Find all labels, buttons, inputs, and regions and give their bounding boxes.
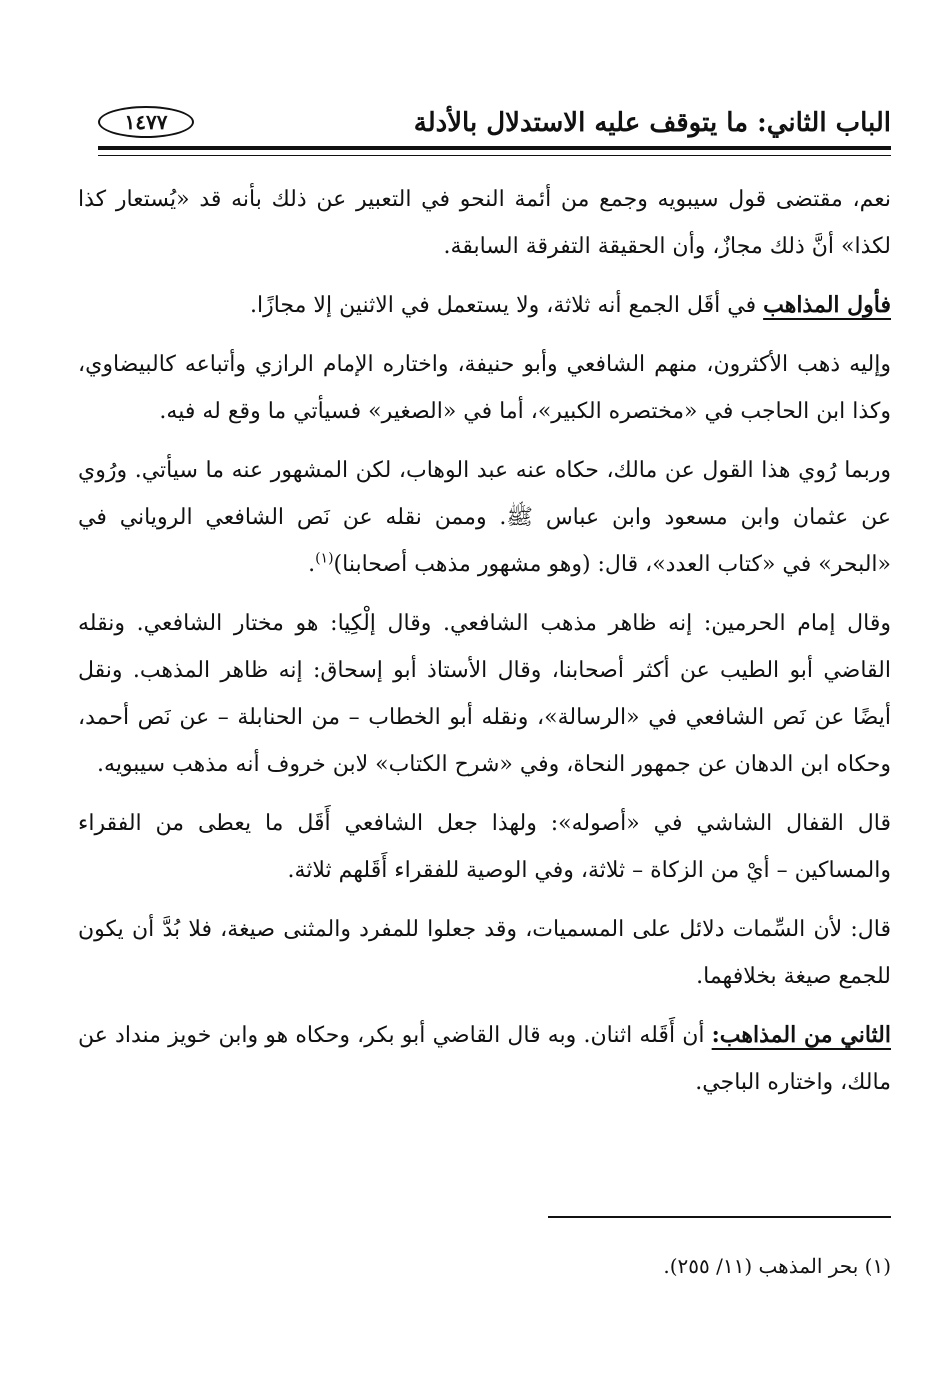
paragraph-6 — [78, 800, 891, 894]
header-rule-thick — [98, 146, 891, 150]
paragraph-3-text: وإليه ذهب الأكثرون، منهم الشافعي وأبو حنيفة، واختاره الإمام الرازي وأتباعه كالبيضاوي، وكذا ابن الحاجب في «مختصره الكبير»، أما في «الصغير» فسيأتي ما وقع له فيه. — [78, 352, 891, 424]
paragraph-7-text: قال: لأن السِّمات دلائل على المسميات، وقد جعلوا للمفرد والمثنى صيغة، فلا بُدَّ أن يكون للجمع صيغة بخلافهما. — [78, 917, 891, 989]
paragraph-6-text: قال القفال الشاشي في «أصوله»: ولهذا جعل الشافعي أَقَل ما يعطى من الفقراء والمساكين – أيْ من الزكاة – ثلاثة، وفي الوصية للفقراء أَقَلهم ثلاثة. — [78, 811, 891, 883]
first-doctrine-heading: فأول المذاهب — [763, 292, 891, 318]
main-text — [78, 176, 891, 1118]
second-doctrine-heading: الثاني من المذاهب: — [711, 1022, 891, 1048]
paragraph-3 — [78, 341, 891, 435]
paragraph-5-text: وقال إمام الحرمين: إنه ظاهر مذهب الشافعي. وقال إلْكِيا: هو مختار الشافعي. ونقله القاضي أبو الطيب عن أكثر أصحابنا، وقال الأستاذ أبو إسحاق: إنه ظاهر المذهب. ونقل أيضًا عن نَص الشافعي في «الرسالة»، ونقله أبو الخطاب – من الحنابلة – عن نَص أحمد، وحكاه ابن الدهان عن جمهور النحاة، وفي «شرح الكتاب» لابن خروف أنه مذهب سيبويه. — [78, 611, 891, 777]
footnote-separator — [548, 1216, 891, 1218]
chapter-title: الباب الثاني: ما يتوقف عليه الاستدلال بالأدلة — [413, 108, 891, 138]
footnote-reference: (١) — [315, 550, 334, 567]
paragraph-8-text: أن أَقَله اثنان. وبه قال القاضي أبو بكر، وحكاه هو وابن خويز منداد عن مالك، واختاره الباجي. — [78, 1023, 891, 1095]
paragraph-4-tail: . — [308, 552, 316, 577]
paragraph-5 — [78, 600, 891, 788]
footnote: (١) بحر المذهب (١١/ ٢٥٥). — [663, 1254, 891, 1278]
running-header — [98, 106, 891, 150]
paragraph-1-text: نعم، مقتضى قول سيبويه وجمع من أئمة النحو في التعبير عن ذلك بأنه قد «يُستعار كذا لكذا» أنَّ ذلك مجازٌ، وأن الحقيقة التفرقة السابقة. — [78, 187, 891, 259]
page-number: ١٤٧٧ — [98, 106, 194, 138]
paragraph-2 — [78, 282, 891, 329]
paragraph-1 — [78, 176, 891, 270]
header-rule-thin — [98, 155, 891, 156]
paragraph-4 — [78, 447, 891, 588]
paragraph-2-text: في أقَل الجمع أنه ثلاثة، ولا يستعمل في الاثنين إلا مجازًا. — [250, 293, 764, 318]
paragraph-7 — [78, 906, 891, 1000]
paragraph-8 — [78, 1012, 891, 1106]
paragraph-4-text: وربما رُوي هذا القول عن مالك، حكاه عنه عبد الوهاب، لكن المشهور عنه ما سيأتي. ورُوي عن عثمان وابن مسعود وابن عباس ﷺ. وممن نقله عن نَص الشافعي الروياني في «البحر» في «كتاب العدد»، قال: (وهو مشهور مذهب أصحابنا) — [78, 458, 891, 577]
